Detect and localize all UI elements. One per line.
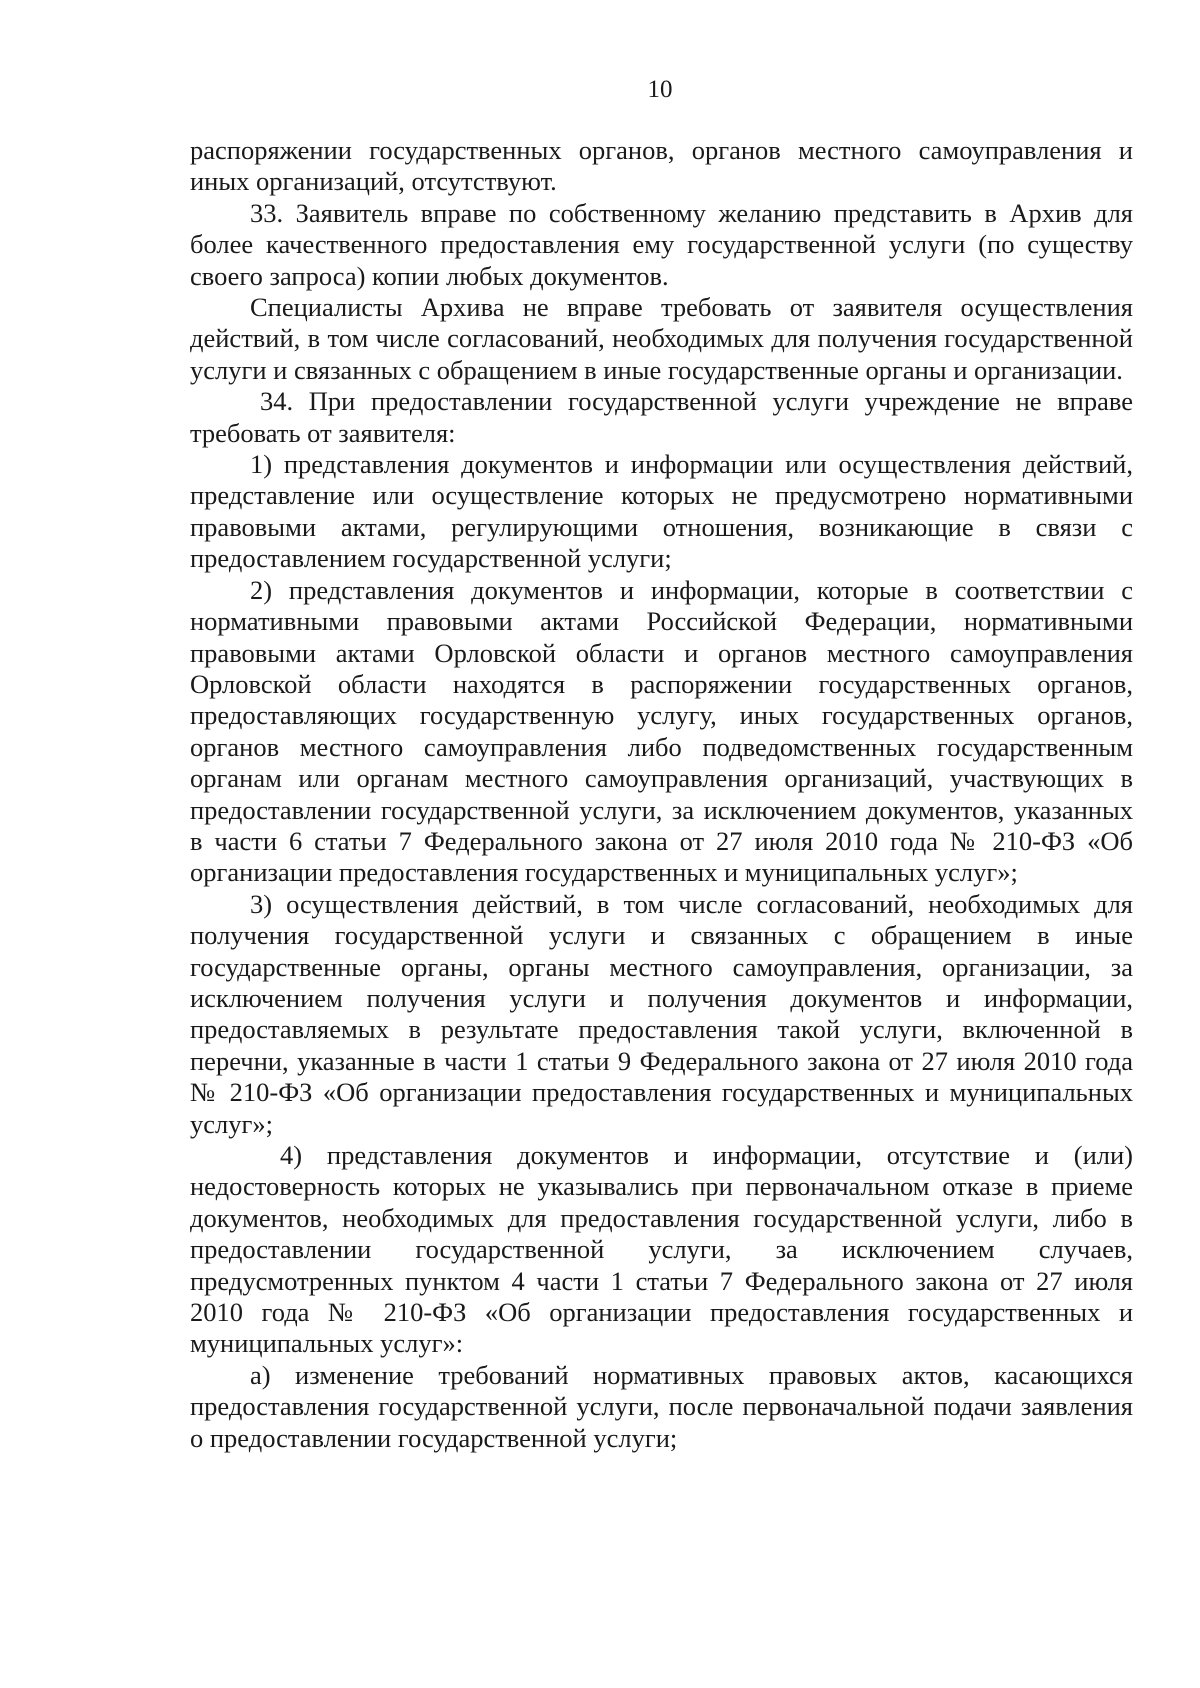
paragraph-continuation: распоряжении государственных органов, органов местного самоуправления и иных организаций, отсутствуют. bbox=[190, 135, 1133, 197]
list-item-1: 1) представления документов и информации или осуществления действий, представление или осуществление которых не предусмотрено нормативными правовыми актами, регулирующими отношения, возникающие в связи с предоставлением государственной услуги; bbox=[190, 449, 1133, 574]
paragraph-specialists: Специалисты Архива не вправе требовать от заявителя осуществления действий, в том числе согласований, необходимых для получения государственной услуги и связанных с обращением в иные государственные органы и организации. bbox=[190, 292, 1133, 385]
sub-item-a: а) изменение требований нормативных правовых актов, касающихся предоставления государственной услуги, после первоначальной подачи заявления о предоставлении государственной услуги; bbox=[190, 1359, 1133, 1453]
list-item-2: 2) представления документов и информации, которые в соответствии с нормативными правовыми актами Российской Федерации, нормативными правовыми актами Орловской области и органов местного самоуправления Орловской области находятся в распоряжении государственных органов, предоставляющих государственную услугу, иных государственных органов, органов местного самоуправления либо подведомственных государственным органам или органам местного самоуправления организаций, участвующих в предоставлении государственной услуги, за исключением документов, указанных в части 6 статьи 7 Федерального закона от 27 июля 2010 года № 210-ФЗ «Об организации предоставления государственных и муниципальных услуг»; bbox=[190, 574, 1133, 888]
paragraph-33: 33. Заявитель вправе по собственному желанию представить в Архив для более качественного предоставления ему государственной услуги (по существу своего запроса) копии любых документов. bbox=[190, 197, 1133, 291]
paragraph-34: 34. При предоставлении государственной услуги учреждение не вправе требовать от заявителя: bbox=[190, 386, 1133, 448]
list-item-4: 4) представления документов и информации, отсутствие и (или) недостоверность которых не указывались при первоначальном отказе в приеме документов, необходимых для предоставления государственной услуги, либо в предоставлении государственной услуги, за исключением случаев, предусмотренных пунктом 4 части 1 статьи 7 Федерального закона от 27 июля 2010 года № 210-ФЗ «Об организации предоставления государственных и муниципальных услуг»: bbox=[190, 1140, 1133, 1359]
list-item-3: 3) осуществления действий, в том числе согласований, необходимых для получения государственной услуги и связанных с обращением в иные государственные органы, органы местного самоуправления, организации, за исключением получения услуги и получения документов и информации, предоставляемых в результате предоставления такой услуги, включенной в перечни, указанные в части 1 статьи 9 Федерального закона от 27 июля 2010 года № 210-ФЗ «Об организации предоставления государственных и муниципальных услуг»; bbox=[190, 888, 1133, 1139]
document-body bbox=[190, 135, 1133, 1454]
page-number: 10 bbox=[647, 76, 673, 103]
